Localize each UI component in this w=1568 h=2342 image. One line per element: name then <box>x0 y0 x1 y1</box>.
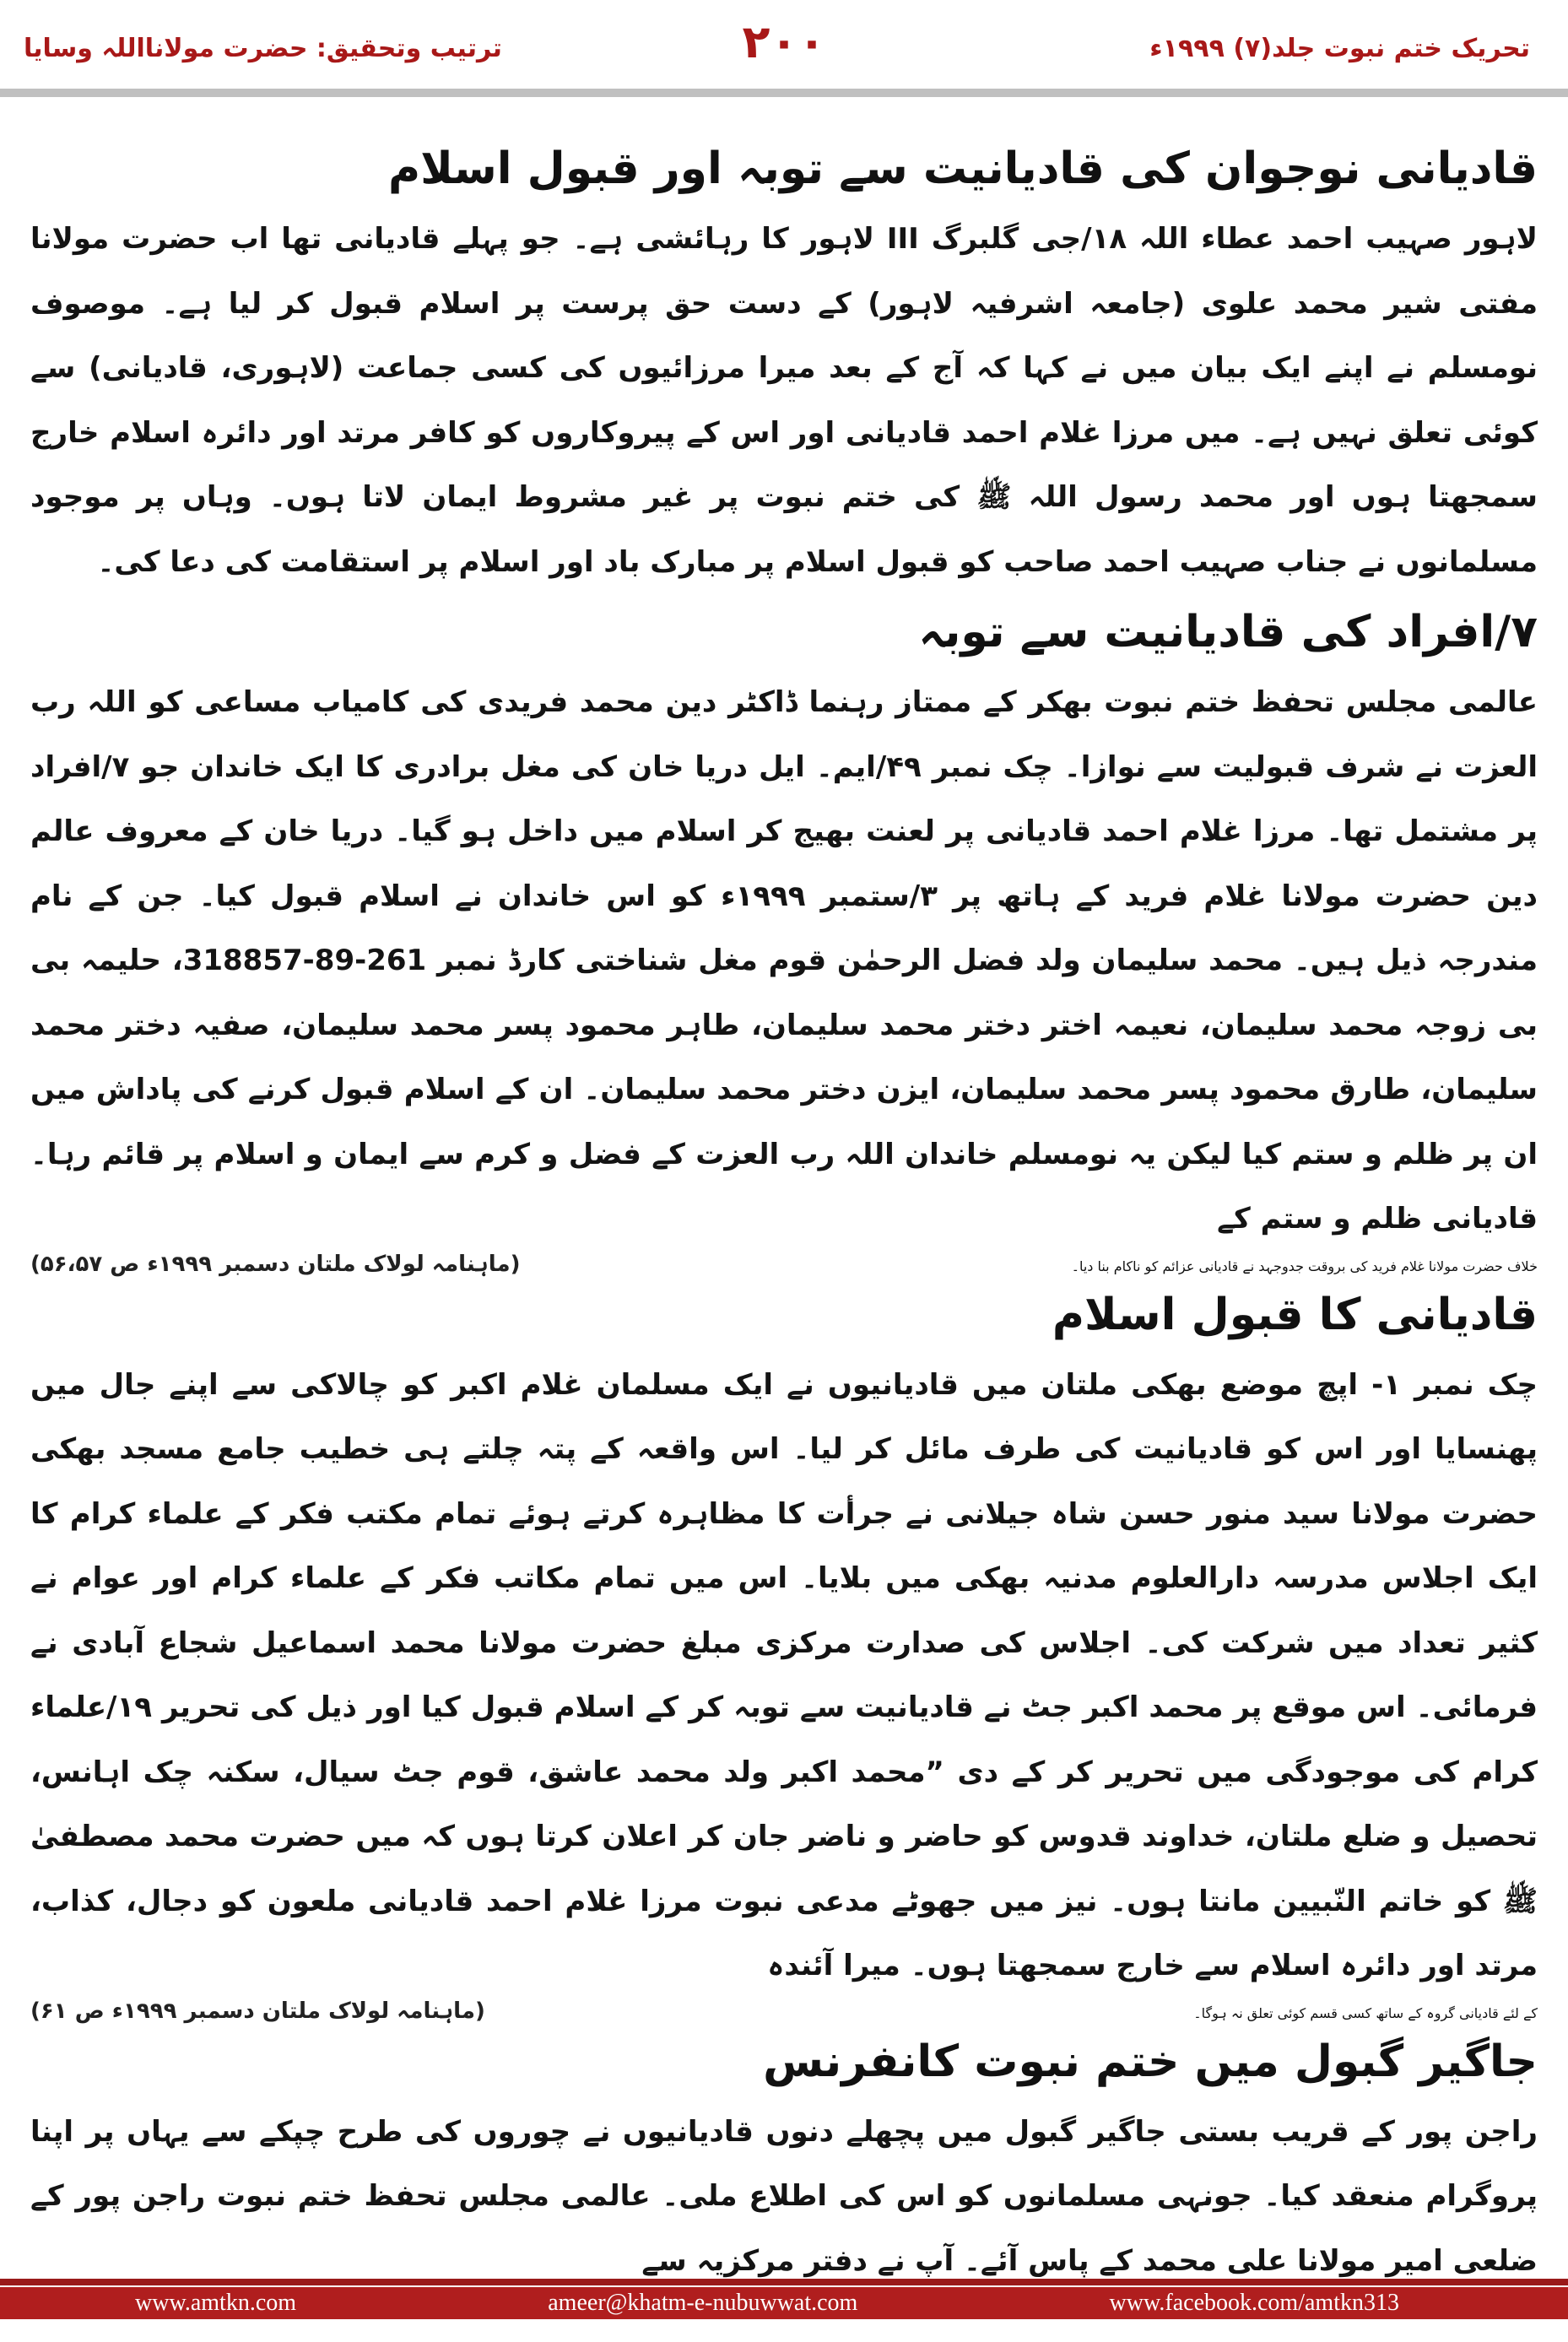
header-rule <box>0 89 1568 97</box>
section-closing-text: خلاف حضرت مولانا غلام فرید کی بروقت جدوجہد نے قادیانی عزائم کو ناکام بنا دیا۔ <box>1071 1258 1538 1274</box>
facebook-link[interactable]: www.facebook.com/amtkn313 <box>1109 2290 1399 2316</box>
source-citation: (ماہنامہ لولاک ملتان دسمبر ۱۹۹۹ء ص ۵۶،۵۷) <box>30 1251 521 1277</box>
email-link[interactable]: ameer@khatm-e-nubuwwat.com <box>548 2290 858 2316</box>
page-number: ۲۰۰ <box>742 15 826 68</box>
section-heading: قادیانی کا قبول اسلام <box>1052 1289 1538 1340</box>
website-link[interactable]: www.amtkn.com <box>135 2290 297 2316</box>
page-footer <box>0 2279 1568 2342</box>
section-closing-text: کے لئے قادیانی گروہ کے ساتھ کسی قسم کوئی تعلق نہ ہوگا۔ <box>1193 2004 1538 2021</box>
source-citation: (ماہنامہ لولاک ملتان دسمبر ۱۹۹۹ء ص ۶۱) <box>30 1998 485 2024</box>
section-heading: ۷/افراد کی قادیانیت سے توبہ <box>918 607 1538 657</box>
source-line <box>30 1252 1538 1277</box>
section-paragraph: لاہور صہیب احمد عطاء اللہ ۱۸/جی گلبرگ III لاہور کا رہائشی ہے۔ جو پہلے قادیانی تھا اب حضرت مولانا مفتی شیر محمد علوی (جامعہ اشرفیہ لاہور) کے دست حق پرست پر اسلام قبول کر لیا ہے۔ موصوف نومسلم نے اپنے ایک بیان میں نے کہا کہ آج کے بعد میرا مرزائیوں کی کسی جماعت (لاہوری، قادیانی) سے کوئی تعلق نہیں ہے۔ میں مرزا غلام احمد قادیانی اور اس کے پیروکاروں کو کافر مرتد اور دائرہ اسلام خارج سمجھتا ہوں اور محمد رسول اللہ ﷺ کی ختم نبوت پر غیر مشروط ایمان لاتا ہوں۔ وہاں پر موجود مسلمانوں نے جناب صہیب احمد صاحب کو قبول اسلام پر مبارک باد اور اسلام پر استقامت کی دعا کی۔ <box>30 222 1538 579</box>
section-heading: قادیانی نوجوان کی قادیانیت سے توبہ اور قبول اسلام <box>387 143 1538 194</box>
source-line <box>30 1999 1538 2024</box>
section-paragraph: چک نمبر ۱- اپچ موضع بھکی ملتان میں قادیانیوں نے ایک مسلمان غلام اکبر کو چالاکی سے اپنے جال میں پھنسایا اور اس کو قادیانیت کی طرف مائل کر لیا۔ اس واقعہ کے پتہ چلتے ہی خطیب جامع مسجد بھکی حضرت مولانا سید منور حسن شاہ جیلانی نے جرأت کا مظاہرہ کرتے ہوئے تمام مکتب فکر کے علماء کرام کا ایک اجلاس مدرسہ دارالعلوم مدنیہ بھکی میں بلایا۔ اس میں تمام مکاتب فکر کے علماء کرام اور عوام نے کثیر تعداد میں شرکت کی۔ اجلاس کی صدارت مرکزی مبلغ حضرت مولانا محمد اسماعیل شجاع آبادی نے فرمائی۔ اس موقع پر محمد اکبر جٹ نے قادیانیت سے توبہ کر کے اسلام قبول کیا اور ذیل کی تحریر ۱۹/علماء کرام کی موجودگی میں تحریر کر کے دی ”محمد اکبر ولد محمد عاشق، قوم جٹ سیال، سکنہ چک اہانس، تحصیل و ضلع ملتان، خداوند قدوس کو حاضر و ناضر جان کر اعلان کرتا ہوں کہ میں حضرت محمد مصطفیٰ ﷺ کو خاتم النّبیین مانتا ہوں۔ نیز میں جھوٹے مدعی نبوت مرزا غلام احمد قادیانی ملعون کو دجال، کذاب، مرتد اور دائرہ اسلام سے خارج سمجھتا ہوں۔ میرا آئندہ <box>30 1367 1538 1982</box>
section-heading: جاگیر گبول میں ختم نبوت کانفرنس <box>763 2036 1538 2087</box>
section-paragraph: راجن پور کے قریب بستی جاگیر گبول میں پچھلے دنوں قادیانیوں نے چوروں کی طرح چپکے سے یہاں پر اپنا پروگرام منعقد کیا۔ جونہی مسلمانوں کو اس کی اطلاع ملی۔ عالمی مجلس تحفظ ختم نبوت راجن پور کے ضلعی امیر مولانا علی محمد کے پاس آئے۔ آپ نے دفتر مرکزیہ سے <box>30 2114 1538 2278</box>
page-header <box>0 0 1568 100</box>
footer-rule <box>0 2279 1568 2285</box>
article-body <box>30 131 1538 2293</box>
book-title: تحریک ختم نبوت جلد(۷) ۱۹۹۹ء <box>1149 34 1530 63</box>
compiler-credit: ترتیب وتحقیق: حضرت مولانااللہ وسایا <box>24 34 502 63</box>
footer-bar <box>0 2287 1568 2319</box>
section-paragraph: عالمی مجلس تحفظ ختم نبوت بھکر کے ممتاز رہنما ڈاکٹر دین محمد فریدی کی کامیاب مساعی کو اللہ رب العزت نے شرف قبولیت سے نوازا۔ چک نمبر ۴۹/ایم۔ ایل دریا خان کی مغل برادری کا ایک خاندان جو ۷/افراد پر مشتمل تھا۔ مرزا غلام احمد قادیانی پر لعنت بھیج کر اسلام میں داخل ہو گیا۔ دریا خان کے معروف عالم دین حضرت مولانا غلام فرید کے ہاتھ پر ۳/ستمبر ۱۹۹۹ء کو اس خاندان نے اسلام قبول کیا۔ جن کے نام مندرجہ ذیل ہیں۔ محمد سلیمان ولد فضل الرحمٰن قوم مغل شناختی کارڈ نمبر 261-89-318857، حلیمہ بی بی زوجہ محمد سلیمان، نعیمہ اختر دختر محمد سلیمان، طاہر محمود پسر محمد سلیمان، صفیہ دختر محمد سلیمان، طارق محمود پسر محمد سلیمان، ایزن دختر محمد سلیمان۔ ان کے اسلام قبول کرنے کی پاداش میں ان پر ظلم و ستم کیا لیکن یہ نومسلم خاندان اللہ رب العزت کے فضل و کرم سے ایمان و اسلام پر قائم رہا۔ قادیانی ظلم و ستم کے <box>30 685 1538 1236</box>
